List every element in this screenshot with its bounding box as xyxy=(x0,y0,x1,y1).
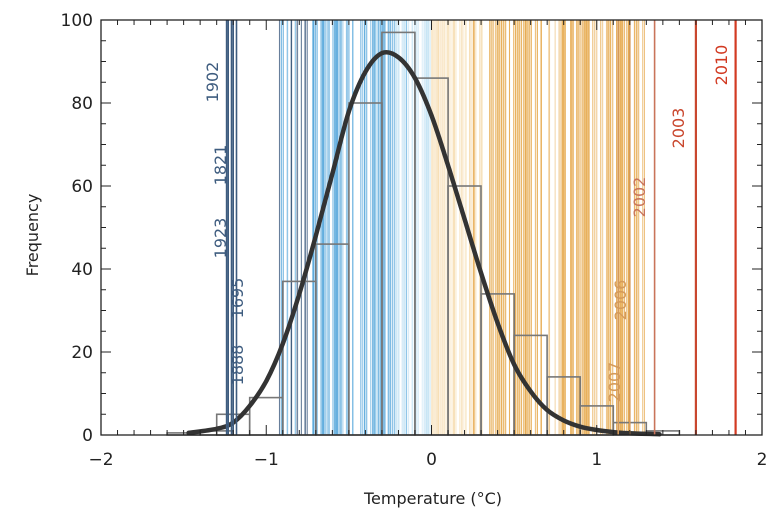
year-label: 2003 xyxy=(669,107,688,149)
x-tick-label: 2 xyxy=(756,450,768,470)
y-tick-label: 20 xyxy=(71,343,93,363)
y-tick-label: 100 xyxy=(60,11,93,31)
year-label: 1695 xyxy=(228,277,247,319)
year-label: 2006 xyxy=(611,279,630,321)
year-label: 1821 xyxy=(211,144,230,186)
y-axis-label: Frequency xyxy=(23,193,42,277)
x-tick-label: −1 xyxy=(253,450,279,470)
y-tick-label: 40 xyxy=(71,260,93,280)
x-tick-label: 1 xyxy=(591,450,603,470)
year-stripes xyxy=(280,20,645,435)
y-tick-label: 60 xyxy=(71,177,93,197)
x-tick-label: −2 xyxy=(88,450,114,470)
y-tick-label: 80 xyxy=(71,94,93,114)
year-label: 2002 xyxy=(630,176,649,218)
year-label: 1888 xyxy=(228,344,247,386)
y-tick-label: 0 xyxy=(82,426,93,446)
year-label: 2010 xyxy=(712,44,731,86)
year-label: 1923 xyxy=(211,217,230,259)
x-tick-label: 0 xyxy=(426,450,437,470)
x-axis-label: Temperature (°C) xyxy=(363,489,503,508)
year-label: 1902 xyxy=(203,61,222,103)
year-label: 2007 xyxy=(605,361,624,403)
